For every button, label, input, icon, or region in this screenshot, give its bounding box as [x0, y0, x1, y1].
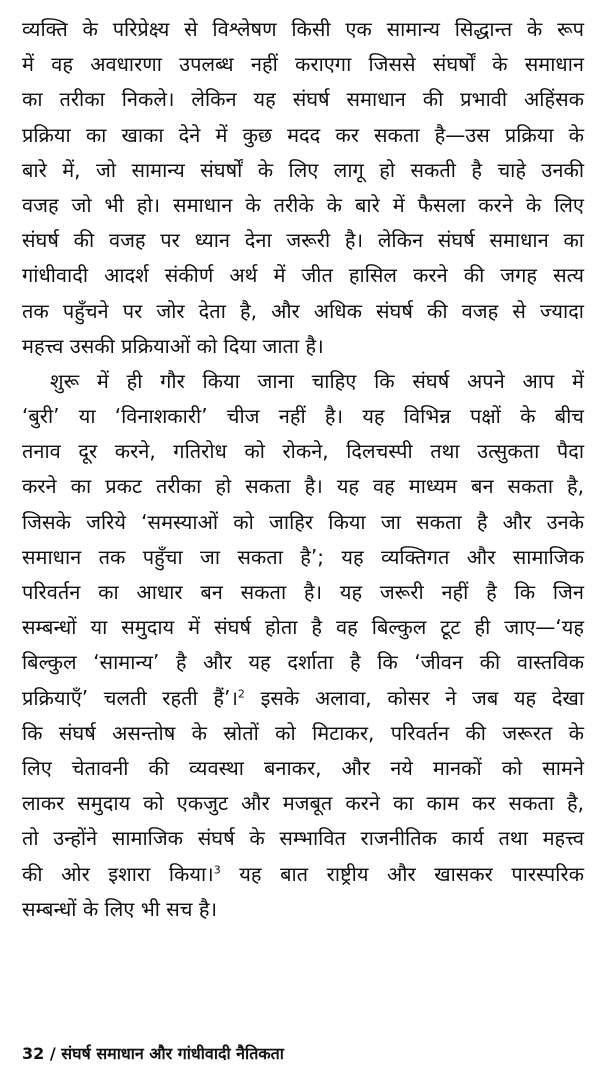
text-line: का तरीका निकले। लेकिन यह संघर्ष समाधान की प्रभावी अहिंसक [22, 87, 584, 112]
paragraph-2 [22, 364, 584, 927]
line-text: यह बात राष्ट्रीय और खासकर पारस्परिक [220, 861, 584, 886]
running-title: संघर्ष समाधान और गांधीवादी नैतिकता [61, 1044, 284, 1063]
text-line: प्रक्रिया का खाका देने में कुछ मदद कर सकता है—उस प्रक्रिया के [22, 122, 584, 147]
text-line: तो उन्होंने सामाजिक संघर्ष के सम्भावित राजनीतिक कार्य तथा महत्त्व [22, 826, 584, 851]
text-line-with-footnote [22, 857, 584, 892]
text-line: व्यक्ति के परिप्रेक्ष्य से विश्लेषण किसी एक सामान्य सिद्धान्त के रूप [22, 17, 584, 41]
text-line: तक पहुँचने पर जोर देता है, और अधिक संघर्ष की वजह से ज्यादा [22, 298, 584, 323]
body-text [22, 12, 584, 927]
footnote-marker: 3 [213, 862, 221, 876]
text-line: महत्त्व उसकी प्रक्रियाओं को दिया जाता है। [22, 333, 324, 358]
text-line: गांधीवादी आदर्श संकीर्ण अर्थ में जीत हासिल करने की जगह सत्य [22, 263, 584, 288]
line-text: की ओर इशारा किया। [22, 861, 214, 886]
text-line: सम्बन्धों के लिए भी सच है। [22, 896, 218, 921]
text-line: संघर्ष की वजह पर ध्यान देना जरूरी है। लेकिन संघर्ष समाधान का [22, 228, 584, 253]
text-line: में वह अवधारणा उपलब्ध नहीं कराएगा जिससे संघर्षों के समाधान [22, 52, 584, 77]
line-text: प्रक्रियाएँ’ चलती रहती हैं’। [22, 685, 238, 710]
text-line: बारे में, जो सामान्य संघर्षों के लिए लागू हो सकती है चाहे उनकी [22, 157, 584, 182]
text-line: लिए चेतावनी की व्यवस्था बनाकर, और नये मानकों को सामने [22, 755, 584, 780]
text-line: परिवर्तन का आधार बन सकता है। यह जरूरी नहीं है कि जिन [22, 580, 584, 604]
text-line: समाधान तक पहुँचा जा सकता है’; यह व्यक्तिगत और सामाजिक [22, 544, 584, 569]
page-number: 32 [22, 1044, 45, 1063]
text-line: तनाव दूर करने, गतिरोध को रोकने, दिलचस्पी तथा उत्सुकता पैदा [22, 439, 584, 464]
text-line: बिल्कुल ‘सामान्य’ है और यह दर्शाता है कि ‘जीवन की वास्तविक [22, 650, 584, 675]
text-line: कि संघर्ष असन्तोष के स्रोतों को मिटाकर, परिवर्तन की जरूरत के [22, 720, 584, 745]
text-line: जिसके जरिये ‘समस्याओं को जाहिर किया जा सकता है और उनके [22, 509, 584, 534]
text-line: लाकर समुदाय को एकजुट और मजबूत करने का काम कर सकता है, [22, 791, 584, 816]
text-line-with-footnote [22, 681, 584, 716]
text-line: शुरू में ही गौर किया जाना चाहिए कि संघर्ष अपने आप में [50, 368, 584, 393]
text-line: ‘बुरी’ या ‘विनाशकारी’ चीज नहीं है। यह विभिन्न पक्षों के बीच [22, 404, 584, 429]
line-text: इसके अलावा, कोसर ने जब यह देखा [244, 685, 585, 710]
text-line: वजह जो भी हो। समाधान के तरीके के बारे में फैसला करने के लिए [22, 192, 584, 217]
footnote-marker: 2 [237, 686, 245, 700]
text-line: करने का प्रकट तरीका हो सकता है। यह वह माध्यम बन सकता है, [22, 474, 584, 499]
page-footer [22, 1043, 284, 1065]
text-line: सम्बन्धों या समुदाय में संघर्ष होता है वह बिल्कुल टूट ही जाए—‘यह [22, 615, 584, 640]
footer-separator: / [44, 1044, 62, 1063]
paragraph-1 [22, 12, 584, 364]
